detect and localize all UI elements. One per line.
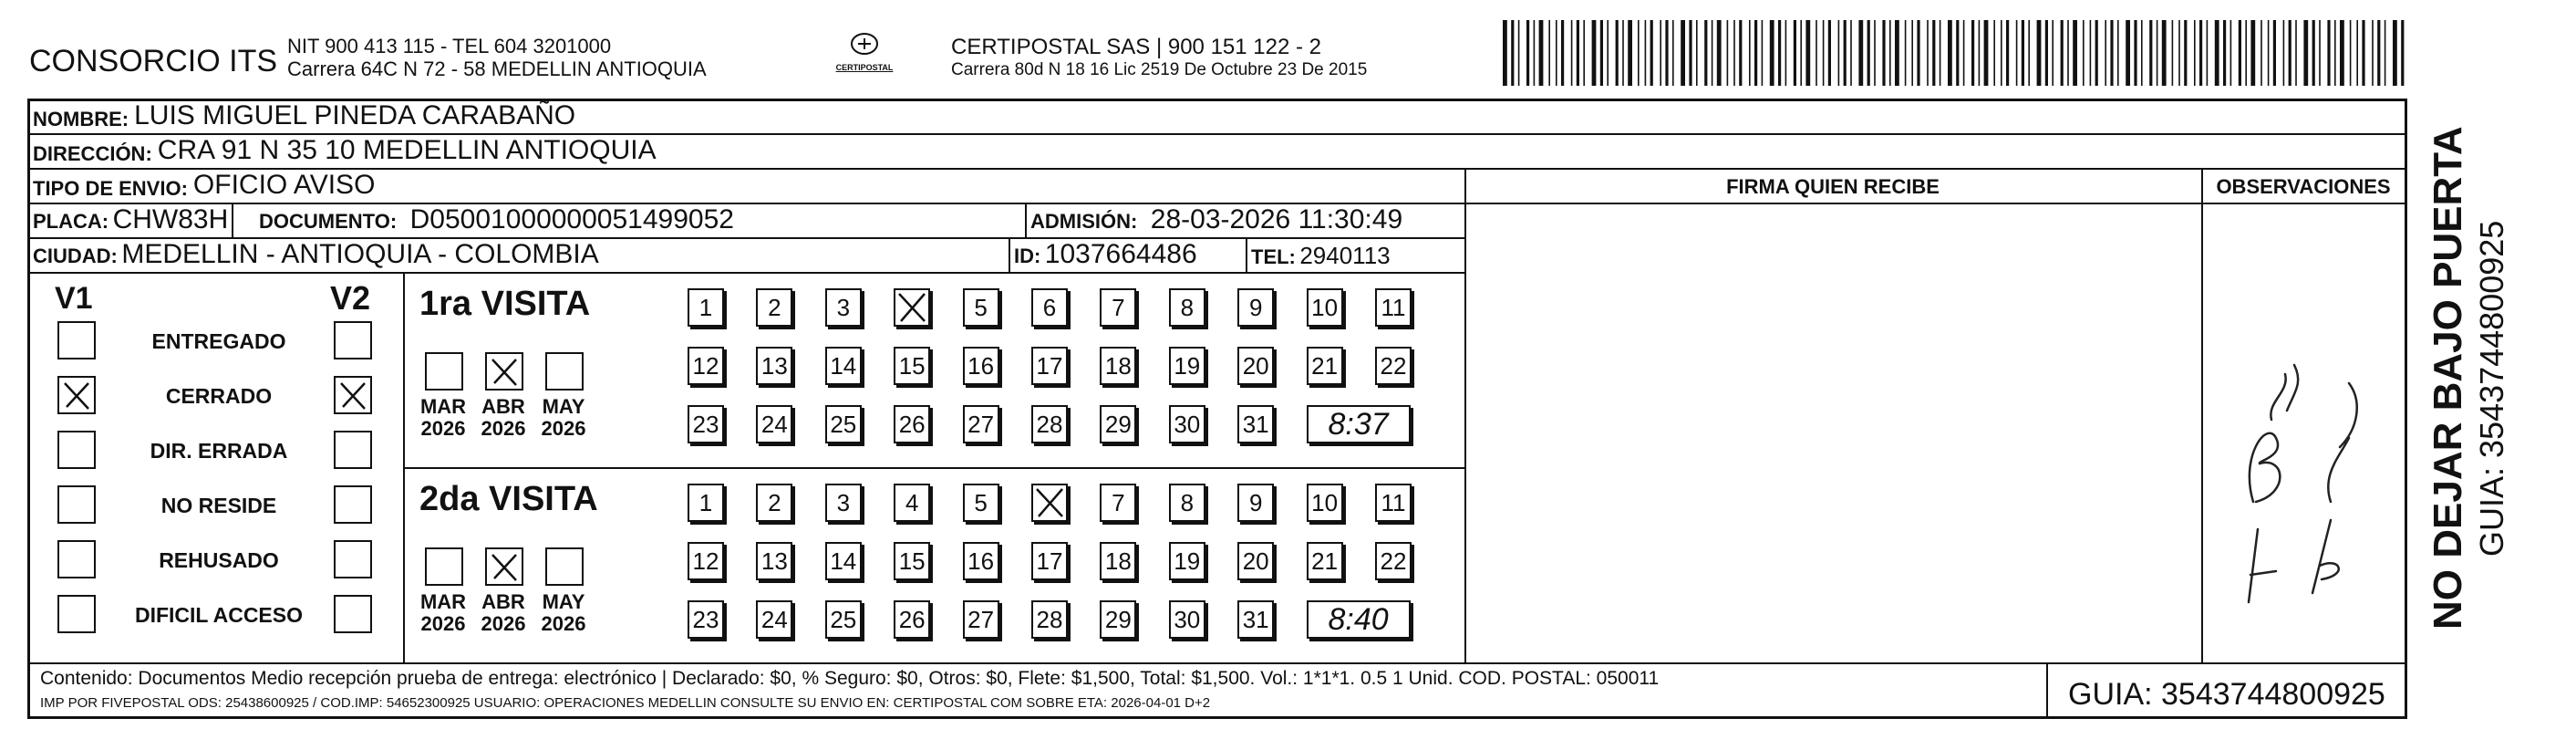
direccion-row: [27, 135, 2405, 170]
footer-imp: IMP POR FIVEPOSTAL ODS: 25438600925 / COD.IMP: 54652300925 USUARIO: OPERACIONES MEDELLIN CONSULTE SU ENVIO EN: CERTIPOSTAL COM SOBRE ETA: 2026-04-01 D+2: [40, 695, 1211, 711]
day-box[interactable]: 16: [963, 542, 999, 580]
placa-row: [27, 204, 1465, 239]
direccion-value: CRA 91 N 35 10 MEDELLIN ANTIOQUIA: [157, 135, 657, 165]
tipo-row: [27, 170, 1465, 204]
day-box[interactable]: 3: [825, 484, 862, 522]
status-label: DIR. ERRADA: [150, 439, 288, 463]
month-year: 2026: [420, 612, 466, 635]
documento-label: DOCUMENTO:: [259, 210, 398, 233]
status-label: DIFICIL ACCESO: [134, 603, 303, 627]
logo-text: CERTIPOSTAL: [835, 63, 894, 72]
day-box[interactable]: 11: [1375, 484, 1412, 522]
day-box[interactable]: 9: [1237, 484, 1274, 522]
admision-value: 28-03-2026 11:30:49: [1150, 204, 1403, 234]
direccion-label: DIRECCIÓN:: [33, 142, 152, 165]
day-box[interactable]: 21: [1307, 542, 1343, 580]
no-dejar-warning: NO DEJAR BAJO PUERTA: [2426, 126, 2470, 630]
month-label: [536, 396, 591, 440]
month-label: [476, 591, 531, 635]
day-box[interactable]: 24: [756, 405, 792, 443]
day-box[interactable]: 22: [1375, 347, 1412, 385]
day-box[interactable]: [894, 288, 930, 327]
tipo-value: OFICIO AVISO: [192, 170, 376, 200]
tel-value: 2940113: [1299, 242, 1391, 269]
day-box[interactable]: 25: [825, 405, 862, 443]
x-mark-icon: [487, 549, 522, 584]
month-year: 2026: [481, 417, 526, 440]
day-box[interactable]: 27: [963, 405, 999, 443]
day-box[interactable]: 14: [825, 542, 862, 580]
day-box[interactable]: 24: [756, 600, 792, 639]
day-box[interactable]: 18: [1100, 542, 1136, 580]
day-box[interactable]: 19: [1169, 542, 1205, 580]
day-box[interactable]: 20: [1237, 542, 1274, 580]
day-box[interactable]: [1031, 484, 1068, 522]
ciudad-label: CIUDAD:: [33, 245, 118, 267]
tipo-label: TIPO DE ENVIO:: [33, 177, 188, 200]
documento-value: D05001000000051499052: [409, 204, 734, 234]
day-box[interactable]: 5: [963, 484, 999, 522]
day-box[interactable]: 25: [825, 600, 862, 639]
day-box[interactable]: 29: [1100, 405, 1136, 443]
certipostal-logo-icon: [844, 31, 885, 58]
day-box[interactable]: 16: [963, 347, 999, 385]
day-box[interactable]: 17: [1031, 542, 1068, 580]
day-box[interactable]: 10: [1307, 288, 1343, 327]
month-checkbox[interactable]: [485, 352, 523, 391]
month-name: ABR: [481, 590, 525, 613]
day-box[interactable]: 4: [894, 484, 930, 522]
x-mark-icon: [1033, 485, 1066, 520]
day-box[interactable]: 19: [1169, 347, 1205, 385]
day-box[interactable]: 8: [1169, 288, 1205, 327]
day-box[interactable]: 17: [1031, 347, 1068, 385]
month-checkbox[interactable]: [425, 547, 463, 586]
footer-contenido: Contenido: Documentos Medio recepción prueba de entrega: electrónico | Declarado: $0, % Seguro: $0, Otros: $0, Flete: $1,500, Total: $1,500. Vol.: 1*1*1. 0.5 1 Unid. COD. POSTAL: 050011: [40, 668, 1660, 689]
ciudad-value: MEDELLIN - ANTIOQUIA - COLOMBIA: [121, 239, 599, 269]
day-box[interactable]: 20: [1237, 347, 1274, 385]
day-box[interactable]: 14: [825, 347, 862, 385]
x-mark-icon: [487, 354, 522, 389]
signature-area: [1466, 204, 2199, 662]
id-label: ID:: [1014, 245, 1041, 267]
day-box[interactable]: 30: [1169, 405, 1205, 443]
nombre-row: [27, 100, 2405, 135]
courier-info: [951, 35, 1367, 80]
observaciones-header: OBSERVACIONES: [2216, 175, 2391, 198]
day-box[interactable]: 3: [825, 288, 862, 327]
month-label: [416, 396, 471, 440]
day-box[interactable]: 26: [894, 600, 930, 639]
day-box[interactable]: 22: [1375, 542, 1412, 580]
day-box[interactable]: 30: [1169, 600, 1205, 639]
x-mark-icon: [895, 290, 928, 325]
company-name: CONSORCIO ITS: [29, 44, 278, 78]
day-box[interactable]: 8: [1169, 484, 1205, 522]
admision-label: ADMISIÓN:: [1030, 210, 1138, 233]
company-info: [287, 35, 707, 80]
day-box[interactable]: 6: [1031, 288, 1068, 327]
company-address: Carrera 64C N 72 - 58 MEDELLIN ANTIOQUIA: [287, 57, 707, 80]
status-label: NO RESIDE: [160, 494, 277, 517]
month-name: MAY: [542, 395, 585, 418]
day-box[interactable]: 13: [756, 542, 792, 580]
day-box[interactable]: 1: [688, 484, 724, 522]
month-checkbox[interactable]: [545, 352, 584, 391]
day-box[interactable]: 23: [688, 405, 724, 443]
day-box[interactable]: 12: [688, 542, 724, 580]
courier-name: CERTIPOSTAL SAS | 900 151 122 - 2: [951, 35, 1321, 59]
barcode: [1503, 20, 2415, 86]
day-box[interactable]: 10: [1307, 484, 1343, 522]
visit-time-box[interactable]: 8:40: [1307, 600, 1411, 639]
month-year: 2026: [481, 612, 526, 635]
courier-license: Carrera 80d N 18 16 Lic 2519 De Octubre 23 De 2015: [951, 60, 1368, 79]
ciudad-row: [27, 239, 1465, 274]
month-label: [536, 591, 591, 635]
day-box[interactable]: 13: [756, 347, 792, 385]
nombre-value: LUIS MIGUEL PINEDA CARABAÑO: [134, 100, 576, 130]
v2-header: V2: [330, 279, 371, 317]
month-name: MAR: [419, 395, 467, 418]
day-box[interactable]: 9: [1237, 288, 1274, 327]
observaciones-handwriting: [2203, 301, 2404, 648]
firma-header: FIRMA QUIEN RECIBE: [1726, 175, 1940, 198]
month-name: MAY: [542, 590, 585, 613]
day-box[interactable]: 29: [1100, 600, 1136, 639]
day-box[interactable]: 27: [963, 600, 999, 639]
company-nit: NIT 900 413 115 - TEL 604 3201000: [287, 35, 612, 57]
month-year: 2026: [541, 417, 586, 440]
day-box[interactable]: 31: [1237, 600, 1274, 639]
visit-title: 1ra VISITA: [419, 285, 591, 323]
day-box[interactable]: 31: [1237, 405, 1274, 443]
day-box[interactable]: 12: [688, 347, 724, 385]
footer-guia: GUIA: 3543744800925: [2068, 677, 2385, 712]
month-checkbox[interactable]: [485, 547, 523, 586]
month-checkbox[interactable]: [545, 547, 584, 586]
day-box[interactable]: 15: [894, 542, 930, 580]
day-box[interactable]: 28: [1031, 600, 1068, 639]
nombre-label: NOMBRE:: [33, 108, 129, 130]
visit-title: 2da VISITA: [419, 480, 598, 518]
month-name: MAR: [419, 590, 467, 613]
day-box[interactable]: 18: [1100, 347, 1136, 385]
day-box[interactable]: 21: [1307, 347, 1343, 385]
month-year: 2026: [420, 417, 466, 440]
month-checkbox[interactable]: [425, 352, 463, 391]
day-box[interactable]: 7: [1100, 484, 1136, 522]
placa-label: PLACA:: [33, 210, 109, 233]
side-guia: GUIA: 3543744800925: [2473, 220, 2510, 557]
day-box[interactable]: 26: [894, 405, 930, 443]
month-label: [476, 396, 531, 440]
day-box[interactable]: 2: [756, 484, 792, 522]
month-year: 2026: [541, 612, 586, 635]
month-name: ABR: [481, 395, 525, 418]
status-label: REHUSADO: [159, 548, 279, 572]
day-box[interactable]: 2: [756, 288, 792, 327]
day-box[interactable]: 15: [894, 347, 930, 385]
day-box[interactable]: 11: [1375, 288, 1412, 327]
day-box[interactable]: 23: [688, 600, 724, 639]
day-box[interactable]: 28: [1031, 405, 1068, 443]
day-box[interactable]: 7: [1100, 288, 1136, 327]
placa-value: CHW83H: [112, 204, 229, 234]
tel-label: TEL:: [1251, 245, 1296, 268]
status-label: ENTREGADO: [151, 329, 286, 353]
courier-logo: [834, 31, 895, 72]
id-value: 1037664486: [1044, 239, 1197, 269]
v1-header: V1: [55, 281, 93, 316]
visit-time-box[interactable]: 8:37: [1307, 405, 1411, 443]
day-box[interactable]: 5: [963, 288, 999, 327]
month-label: [416, 591, 471, 635]
status-label: CERRADO: [165, 384, 273, 408]
day-box[interactable]: 1: [688, 288, 724, 327]
